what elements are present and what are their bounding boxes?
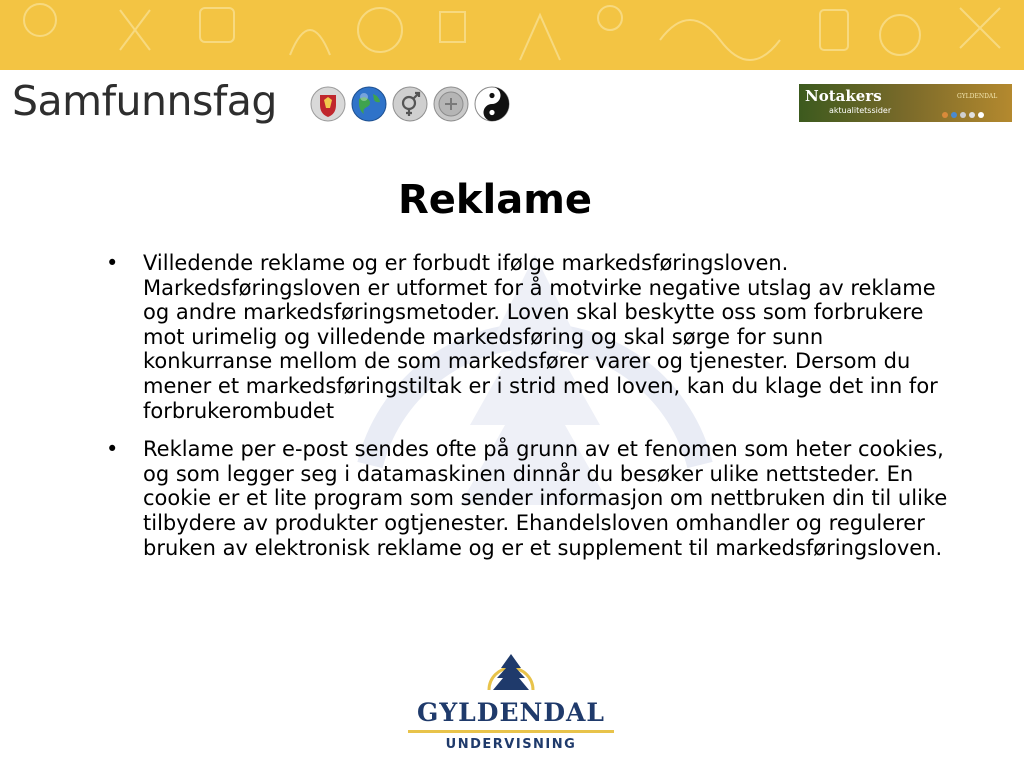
subject-symbols [310, 86, 515, 122]
logo-subtitle: UNDERVISNING [445, 737, 577, 752]
globe-icon [351, 86, 387, 122]
coin-icon [433, 86, 469, 122]
bullet-text: Reklame per e-post sendes ofte på grunn av et fenomen som heter cookies, og som legger seg i datamaskinen dinnår du besøker ulike nettsteder. En cookie er et lite program som sender informasjon om nettbruken din til ulike tilbydere av produkter ogtjenester. Ehandelsloven omhandler og regulerer bruken av elektronisk reklame og er et supplement til markedsføringsloven. [143, 437, 948, 560]
bullet-list [106, 251, 956, 574]
gender-symbol-icon [392, 86, 428, 122]
tree-icon [483, 650, 539, 696]
notakers-badge[interactable] [799, 84, 1012, 122]
brand-title: Samfunnsfag [12, 77, 277, 125]
list-item [106, 251, 956, 423]
yin-yang-icon [474, 86, 510, 122]
badge-subtitle: aktualitetssider [829, 106, 892, 115]
badge-publisher: GYLDENDAL [957, 93, 998, 100]
bullet-marker: • [106, 437, 119, 462]
bullet-text: Villedende reklame og er forbudt ifølge markedsføringsloven. Markedsføringsloven er utformet for å motvirke negative utslag av reklame og andre markedsføringsmetoder. Loven skal beskytte oss som forbrukere mot urimelig og villedende markedsføring og skal sørge for sunn konkurranse mellom de som markedsfører varer og tjenester. Dersom du mener et markedsføringstiltak er i strid med loven, kan du klage det inn for forbrukerombudet [143, 251, 938, 423]
list-item [106, 437, 956, 560]
logo-divider [408, 730, 614, 733]
badge-title: Notakers [805, 87, 882, 105]
logo-name: GYLDENDAL [416, 698, 606, 727]
doodle-pattern [0, 0, 1024, 70]
bullet-marker: • [106, 251, 119, 275]
header-band [0, 0, 1024, 70]
gyldendal-logo [405, 650, 617, 762]
slide-title: Reklame [397, 177, 593, 223]
coat-of-arms-icon [310, 86, 346, 122]
